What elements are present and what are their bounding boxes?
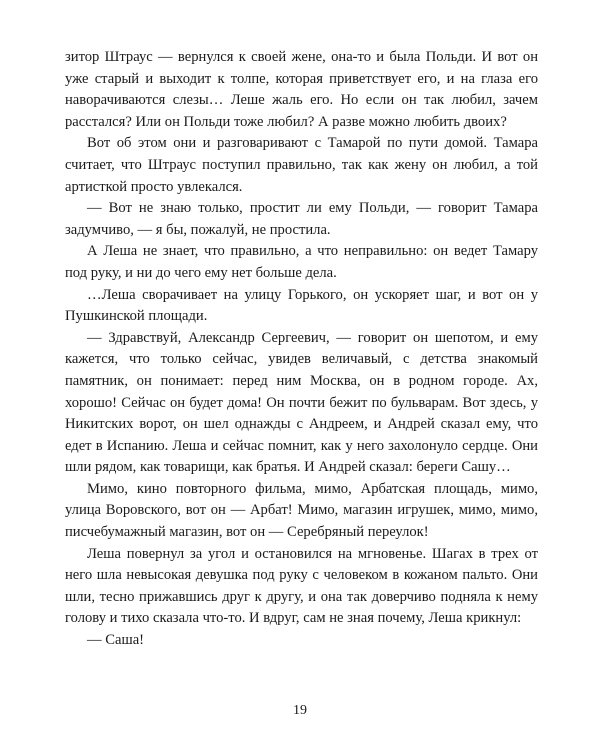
paragraph: — Саша! xyxy=(87,632,145,649)
paragraph: — Здравствуй, Александр Сергеевич, — говорит он шепотом, и ему кажется, что только сейчас, увидев величавый, с детства знакомый памятник, он понимает: перед ним Москва, он в родном городе. Ах, хорошо! Сейчас он будет дома! Он почти бежит по бульварам. Вот здесь, у Никитских ворот, он шел однажды с Андреем, и Андрей сказал ему, что едет в Испанию. Леша и сейчас помнит, как у него захолонуло сердце. Они шли рядом, как товарищи, как братья. И Андрей сказал: береги Сашу… xyxy=(65,329,538,476)
paragraph: зитор Штраус — вернулся к своей жене, она-то и была Польди. И вот он уже старый и выходит к толпе, которая приветствует его, и на глаза его наворачиваются слезы… Леше жаль его. Но если он так любил, зачем расстался? Или он Польди тоже любил? А разве можно любить двоих? xyxy=(65,49,538,130)
paragraph: Мимо, кино повторного фильма, мимо, Арбатская площадь, мимо, улица Воровского, вот он — Арбат! Мимо, магазин игрушек, мимо, мимо, писчебумажный магазин, вот он — Серебряный переулок! xyxy=(65,480,538,541)
body-text xyxy=(65,47,538,652)
paragraph: Вот об этом они и разговаривают с Тамарой по пути домой. Тамара считает, что Штраус поступил правильно, так как жену он любил, а той артисткой просто увлекался. xyxy=(65,135,538,195)
paragraph: А Леша не знает, что правильно, а что неправильно: он ведет Тамару под руку, и ни до чего ему нет больше дела. xyxy=(65,243,538,281)
page-number: 19 xyxy=(293,703,307,718)
paragraph: Леша повернул за угол и остановился на мгновенье. Шагах в трех от него шла невысокая девушка под руку с человеком в кожаном пальто. Они шли, тесно прижавшись друг к другу, и она так доверчиво подняла к нему голову и тихо сказала что-то. И вдруг, сам не зная почему, Леша крикнул: xyxy=(65,545,538,627)
paragraph: …Леша сворачивает на улицу Горького, он ускоряет шаг, и вот он у Пушкинской площади. xyxy=(65,286,538,325)
paragraph: — Вот не знаю только, простит ли ему Польди, — говорит Тамара задумчиво, — я бы, пожалуй, не простила. xyxy=(65,200,538,238)
